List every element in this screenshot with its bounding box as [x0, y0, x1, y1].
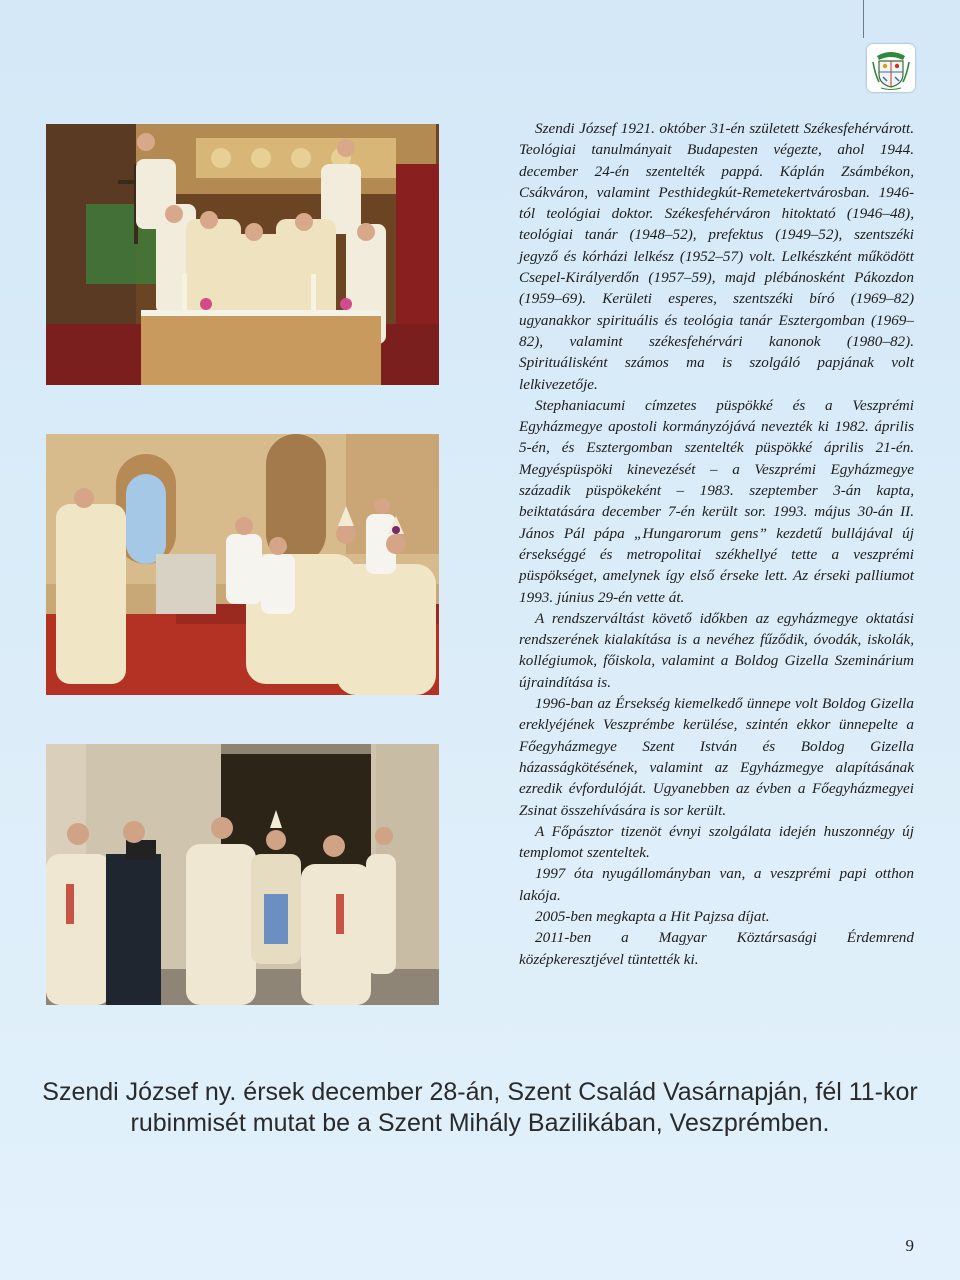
paragraph-education: A rendszerváltást követő időkben az egyházmegye oktatási rendszerének kialakítása is a nevéhez fűződik, óvodák, iskolák, kollégiumok, főiskola, valamint a Boldog Gizella Szeminárium újraindítása is.: [519, 609, 914, 691]
paragraph-award-2005: 2005-ben megkapta a Hit Pajzsa díjat.: [535, 907, 770, 925]
bishops-seated-chancel-photo: [46, 434, 439, 695]
announcement-line-1: Szendi József ny. érsek december 28-án, Szent Család Vasárnapján, fél 11-kor: [42, 1078, 918, 1106]
paragraph-churches: A Főpásztor tizenöt évnyi szolgálata idején huszonnégy új templomot szenteltek.: [519, 822, 914, 862]
photo-altar-mass: [46, 124, 439, 385]
paragraph-early-life: Szendi József 1921. október 31-én született Székesfehérvárott. Teológiai tanulmányait Budapesten végezte, ahol 1944. december 24-én szentelték pappá. Káplán Zsámbékon, Csákváron, valamint Pesthidegkút-Remetekertvárosban. 1946-tól teológiai doktor. Székesfehérváron hitoktató (1946–48), teológiai tanár (1948–52), prefektus (1949–52), szentszéki jegyző és kórházi lelkész (1952–57) volt. Lelkészként működött Csepel-Királyerdőn (1957–59), majd plébánosként Pákozdon (1959–69). Kerületi esperes, szentszéki bíró (1969–82) ugyanakkor spirituális és teológia tanár Esztergomban (1969–82), valamint székesfehérvári kanonok (1980–82). Spirituálisként számos ma is szolgáló papjának volt lelkivezetője.: [519, 120, 914, 393]
mass-at-altar-photo: [46, 124, 439, 385]
announcement-line-2: rubinmisét mutat be a Szent Mihály Bazilikában, Veszprémben.: [130, 1109, 830, 1137]
coat-of-arms-icon: [867, 44, 915, 92]
paragraph-1996: 1996-ban az Érsekség kiemelkedő ünnepe volt Boldog Gizella ereklyéjének Veszprémbe kerülése, szintén ekkor ünnepelte a Főegyházmegye Szent István és Boldog Gizella házasságkötésének, valamint az Egyházmegye alapításának ezredik évfordulóját. Ugyanebben az évben a Főegyházmegyei Zsinat összehívására is sor került.: [519, 695, 914, 819]
announcement: [20, 1077, 940, 1139]
procession-at-church-door-photo: [46, 744, 439, 1005]
photo-procession-door: [46, 744, 439, 1005]
page-number: 9: [905, 1236, 914, 1255]
biography-article: [519, 118, 914, 970]
paragraph-episcopate: Stephaniacumi címzetes püspökké és a Veszprémi Egyházmegye apostoli kormányzójává nevezték ki 1982. április 5-én, és Esztergomban szentelték püspökké április 21-én. Megyéspüspöki kinevezését – a Veszprémi Egyházmegye századik püspökeként – 1983. szeptember 3-án kapta, beiktatására december 7-én került sor. 1993. május 30-án II. János Pál pápa „Hungarorum gens” kezdetű bullájával új érsekséggé és metropolitai székhellyé tette a veszprémi püspökséget, amelynek így első érseke lett. Az érseki palliumot 1993. június 29-én vette át.: [519, 396, 914, 606]
paragraph-retirement: 1997 óta nyugállományban van, a veszprémi papi otthon lakója.: [519, 865, 914, 904]
photo-bishops-seated: [46, 434, 439, 695]
paragraph-award-2011: 2011-ben a Magyar Köztársasági Érdemrend középkeresztjével tüntették ki.: [519, 929, 914, 968]
header-rule: [863, 0, 864, 38]
